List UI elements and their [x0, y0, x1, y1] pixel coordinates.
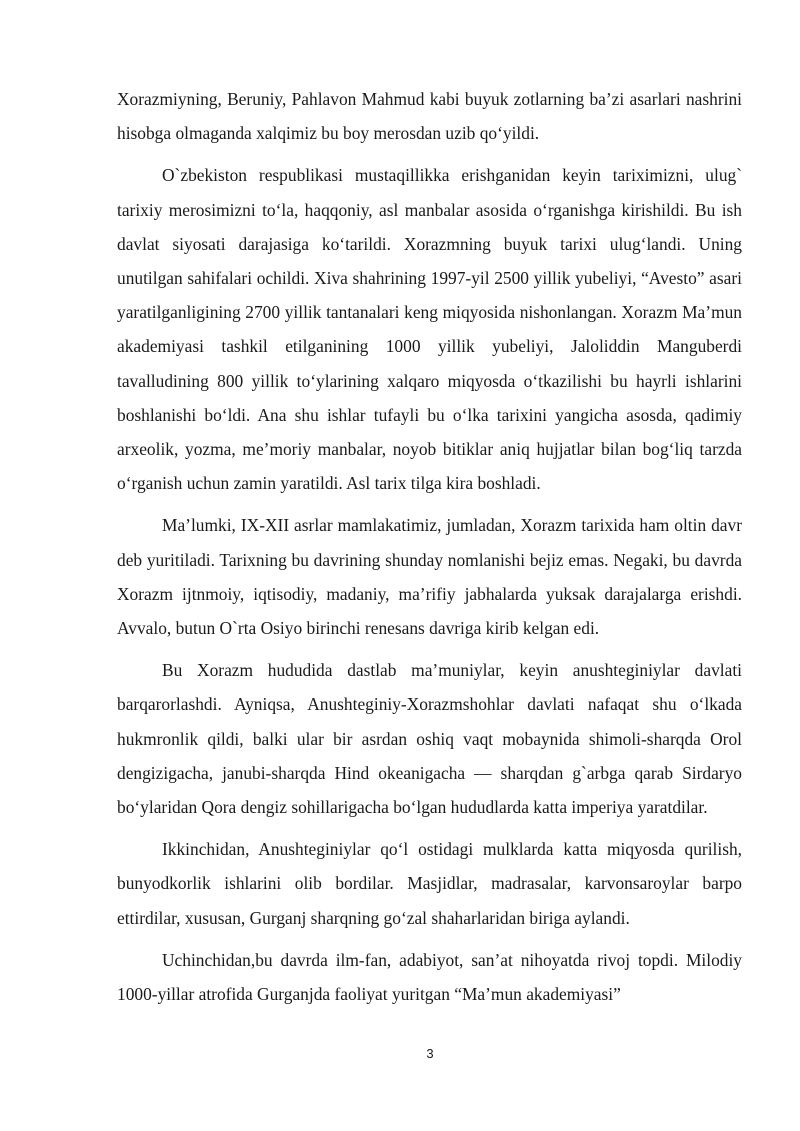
- paragraph-golden-age: Ma’lumki, IX-XII asrlar mamlakatimiz, jumladan, Xorazm tarixida ham oltin davr deb yuritiladi. Tarixning bu davrining shunday nomlanishi bejiz emas. Negaki, bu davrda Xorazm ijtnmoiy, iqtisodiy, madaniy, ma’rifiy jabhalarda yuksak darajalarga erishdi. Avvalo, butun O`rta Osiyo birinchi renesans davriga kirib kelgan edi.: [117, 515, 742, 639]
- paragraph-independence: O`zbekiston respublikasi mustaqillikka erishganidan keyin tariximizni, ulug` tarixiy merosimizni to‘la, haqqoniy, asl manbalar asosida o‘rganishga kirishildi. Bu ish davlat siyosati darajasiga ko‘tarildi. Xorazmning buyuk tarixi ulug‘landi. Uning unutilgan sahifalari ochildi. Xiva shahrining 1997-yil 2500 yillik yubeliyi, “Avesto” asari yaratilganligining 2700 yillik tantanalari keng miqyosida nishonlangan. Xorazm Ma’mun akademiyasi tashkil etilganining 1000 yillik yubeliyi, Jaloliddin Manguberdi tavalludining 800 yillik to‘ylarining xalqaro miqyosda o‘tkazilishi bu hayrli ishlarini boshlanishi bo‘ldi. Ana shu ishlar tufayli bu o‘lka tarixini yangicha asosda, qadimiy arxeolik, yozma, me’moriy manbalar, noyob bitiklar aniq hujjatlar bilan bog‘liq tarzda o‘rganish uchun zamin yaratildi. Asl tarix tilga kira boshladi.: [117, 165, 742, 494]
- paragraph-science: Uchinchidan,bu davrda ilm-fan, adabiyot, san’at nihoyatda rivoj topdi. Milodiy 1000-yillar atrofida Gurganjda faoliyat yuritgan “Ma’mun akademiyasi”: [117, 949, 742, 1005]
- paragraph-construction: Ikkinchidan, Anushteginiylar qo‘l ostidagi mulklarda katta miqyosda qurilish, bunyodkorlik ishlarini olib bordilar. Masjidlar, madrasalar, karvonsaroylar barpo ettirdilar, xususan, Gurganj sharqning go‘zal shaharlaridan biriga aylandi.: [117, 839, 742, 928]
- paragraph-continuation: Xorazmiyning, Beruniy, Pahlavon Mahmud kabi buyuk zotlarning ba’zi asarlari nashrini hisobga olmaganda xalqimiz bu boy merosdan uzib qo‘yildi.: [117, 89, 742, 144]
- document-body: [117, 82, 742, 1019]
- page-number: 3: [426, 1046, 434, 1061]
- paragraph-dynasties: Bu Xorazm hududida dastlab ma’muniylar, keyin anushteginiylar davlati barqarorlashdi. Ayniqsa, Anushteginiy-Xorazmshohlar davlati nafaqat shu o‘lkada hukmronlik qildi, balki ular bir asrdan oshiq vaqt mobaynida shimoli-sharqda Orol dengizigacha, janubi-sharqda Hind okeanigacha — sharqdan g`arbga qarab Sirdaryo bo‘ylaridan Qora dengiz sohillarigacha bo‘lgan hududlarda katta imperiya yaratdilar.: [117, 660, 742, 818]
